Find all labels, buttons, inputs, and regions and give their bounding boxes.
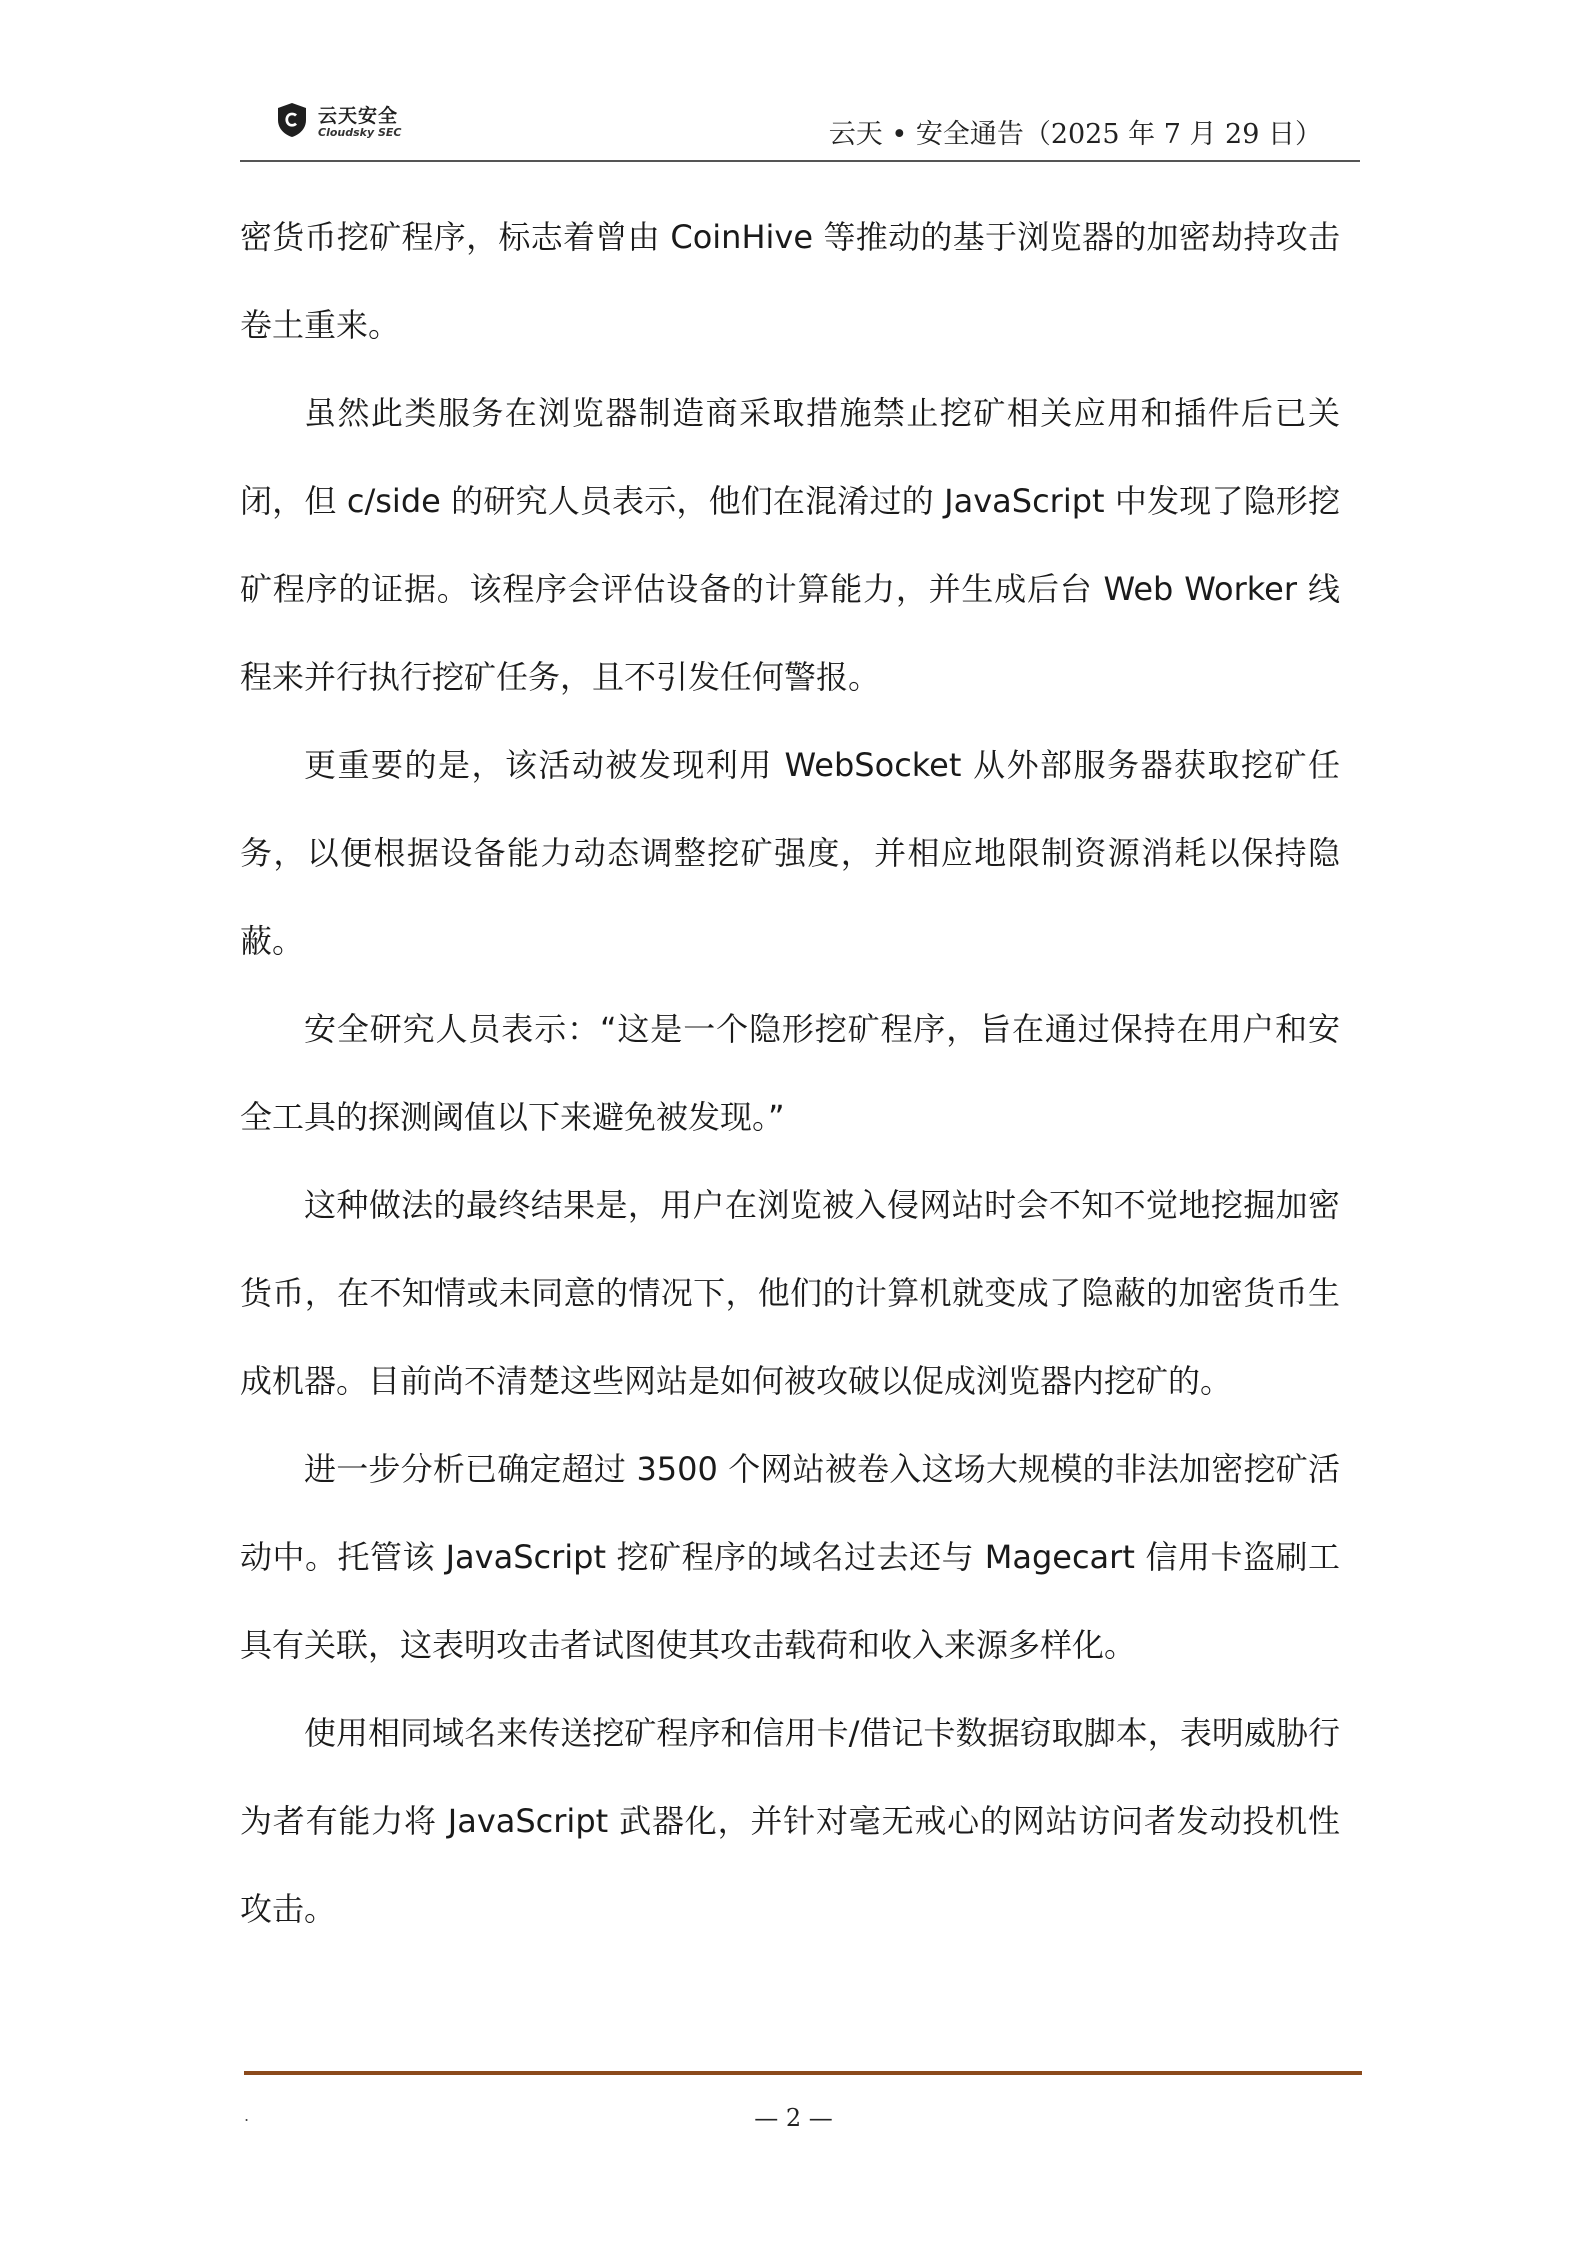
company-logo [276,98,436,148]
paragraph: 这种做法的最终结果是，用户在浏览被入侵网站时会不知不觉地挖掘加密货币，在不知情或未同意的情况下，他们的计算机就变成了隐蔽的加密货币生成机器。目前尚不清楚这些网站是如何被攻破以促成浏览器内挖矿的。 [240,1186,1340,1400]
paragraph: 安全研究人员表示：“这是一个隐形挖矿程序，旨在通过保持在用户和安全工具的探测阈值以下来避免被发现。” [240,1010,1340,1136]
footer-dot: . [244,2106,250,2125]
paragraph: 进一步分析已确定超过 3500 个网站被卷入这场大规模的非法加密挖矿活动中。托管该 JavaScript 挖矿程序的域名过去还与 Magecart 信用卡盗刷工具有关联，这表明攻击者试图使其攻击载荷和收入来源多样化。 [240,1450,1340,1664]
paragraph: 使用相同域名来传送挖矿程序和信用卡/借记卡数据窃取脚本，表明威胁行为者有能力将 JavaScript 武器化，并针对毫无戒心的网站访问者发动投机性攻击。 [240,1714,1340,1928]
cloudsky-shield-logo-icon [276,102,308,138]
footer-divider [244,2071,1362,2075]
page-header [240,92,1360,162]
paragraph: 更重要的是，该活动被发现利用 WebSocket 从外部服务器获取挖矿任务，以便根据设备能力动态调整挖矿强度，并相应地限制资源消耗以保持隐蔽。 [240,746,1340,960]
logo-chinese-name: 云天安全 [318,105,399,127]
paragraph-continuation: 密货币挖矿程序，标志着曾由 CoinHive 等推动的基于浏览器的加密劫持攻击卷土重来。 [240,218,1340,344]
page-number: — 2 — [754,2104,833,2132]
article-body [240,193,1340,1953]
bulletin-title: 云天 • 安全通告（2025 年 7 月 29 日） [828,119,1322,150]
logo-english-name: Cloudsky SEC [318,126,402,139]
paragraph: 虽然此类服务在浏览器制造商采取措施禁止挖矿相关应用和插件后已关闭，但 c/side 的研究人员表示，他们在混淆过的 JavaScript 中发现了隐形挖矿程序的证据。该程序会评估设备的计算能力，并生成后台 Web Worker 线程来并行执行挖矿任务，且不引发任何警报。 [240,394,1340,696]
